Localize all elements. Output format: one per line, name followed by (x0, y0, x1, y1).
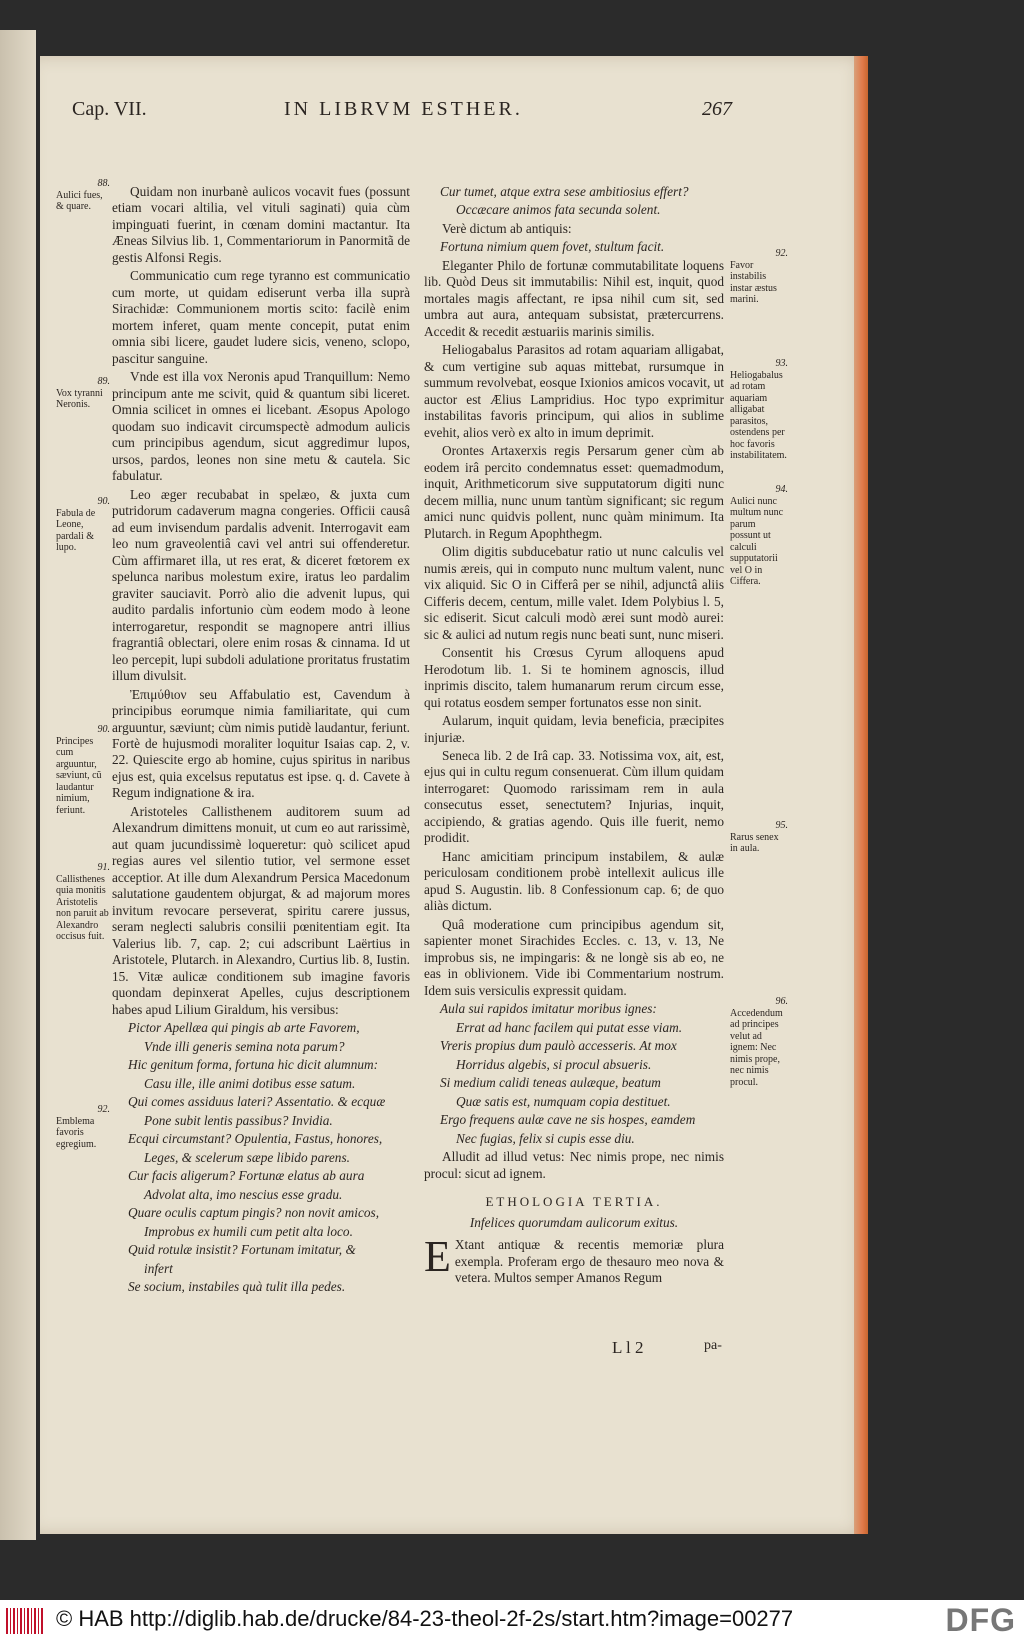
verse-line: Leges, & scelerum sæpe libido parens. (144, 1149, 350, 1165)
paragraph: Aularum, inquit quidam, levia beneficia, præcipites injuriæ. (424, 713, 724, 745)
section-subheading: Infelices quorumdam aulicorum exitus. (469, 1214, 679, 1230)
page-number: 267 (702, 98, 732, 120)
signature-mark: L l 2 (612, 1338, 644, 1357)
paragraph: Seneca lib. 2 de Irâ cap. 33. Notissima vox, ait, est, ejus qui in cultu regum consenuerat. Cùm illum quidam interrogaret: Quomodo rarissimam rem in aula consecutus esset, senectutem? Injurias, inquit, accipiendo, & gratias agendo. Quis ille fuerit, nemo prodidit. (424, 747, 724, 846)
paragraph: Aristoteles Callisthenem auditorem suum ad Alexandrum dimittens monuit, ut cum eo aut rarissimè, aut quam jucundissimè loqueretur: quò scilicet apud regias aures vel silentio tutior, vel sermone esset acceptior. At ille dum Alexandrum Persica Macedonum salutatione gaudentem objurgat, & ad majorum mores invitum revocare perseverat, spiritu carere jussus, seram neglecti salubris consilii pœnitentiam egit. Ita Valerius lib. 7, cap. 2; cui adscribunt Laërtius in Aristotele, Plutarch. in Alexandro, Curtius lib. 8, Iustin. 15. Vitæ aulicæ conditionem sub imagine favoris quondam depinxerat Apelles, cujus descriptionem habes apud Lilium Giraldum, his versibus: (112, 803, 410, 1017)
verse-line: infert (144, 1260, 173, 1276)
verse-line: Improbus ex humili cum petit alta loco. (144, 1223, 353, 1239)
margin-note-text: Aulici nunc multum nunc parum possunt ut calculi supputatorii vel O in Ciffera. (730, 495, 784, 587)
verse-line: Aula sui rapidos imitatur moribus ignes: (440, 1001, 657, 1017)
verse-line: Si medium calidi teneas aulæque, beatum (440, 1075, 661, 1091)
left-page-margin-fragments (0, 210, 34, 1410)
paragraph: Consentit his Crœsus Cyrum alloquens apud Herodotum lib. 1. Si te hominem agnoscis, illud inprimis discito, talem humanarum rerum circum esse, qui rotatus eosdem semper fortunatos esse non sinit. (424, 645, 724, 710)
paragraph: Verè dictum ab antiquis: (442, 220, 572, 236)
verse-line: Cur facis aligerum? Fortunæ elatus ab aura (128, 1168, 365, 1184)
margin-note-number: 94. (775, 484, 788, 495)
verse-line: Vnde illi generis semina nota parum? (144, 1038, 345, 1054)
margin-note-number: 93. (775, 358, 788, 369)
verse-line: Advolat alta, imo nescius esse gradu. (144, 1186, 343, 1202)
margin-note-right (730, 820, 788, 855)
verse-line: Quare oculis captum pingis? non novit amicos, (128, 1205, 380, 1221)
paragraph: Vnde est illa vox Neronis apud Tranquillum: Nemo principum ante me scivit, quid & quantum sibi liceret. Omnia scilicet in omnes ei licebant. Æsopus Apologo quodam suo indicavit circumspectè admodum aulicis cum principibus agendum, sicut aggredimur lupos, ursos, pardos, leones non sine metu & cautela. Sic fabulatur. (112, 369, 410, 484)
section-heading: ETHOLOGIA TERTIA. (485, 1194, 663, 1210)
paragraph: Quidam non inurbanè aulicos vocavit fues (possunt etiam vocari altilia, vel vituli saginati) quia cùm impinguati fuerint, in cœnam domini mactantur. Ita Æneas Silvius lib. 1, Commentariorum in Panormitã de gestis Alfonsi Regis. (112, 184, 410, 265)
margin-note-number: 96. (775, 996, 788, 1007)
verse-line: Ecqui circumstant? Opulentia, Fastus, honores, (128, 1131, 383, 1147)
margin-note-number: 92. (775, 248, 788, 259)
margin-note-text: Rarus senex in aula. (730, 831, 779, 854)
paragraph: Eleganter Philo de fortunæ commutabilitate loquens lib. Quòd Deus sit immutabilis: Nihil est, inquit, quod mortales magis affectant, re ipsa nihil cum sit, sed umbra aut aura, antequam subsistat, prætercurrens. Accedit & recedit æstuariis marinis similis. (424, 257, 724, 339)
verse-line: Horridus algebis, si procul absueris. (456, 1056, 652, 1072)
verse-line: Qui comes assiduus lateri? Assentatio. & ecquæ (128, 1094, 386, 1110)
paragraph: Quâ moderatione cum principibus agendum sit, sapienter monet Sirachides Eccles. c. 13, v. 13, Ne improbus sis, ne impingaris: & ne longè sis ab eo, ne eas in oblivionem. Vide ibi Commentarium nostrum. Idem suis versiculis expressit quidam. (424, 916, 724, 998)
verse-line: Quæ satis est, numquam copia destituet. (456, 1093, 671, 1109)
verse-line: Errat ad hanc facilem qui putat esse viam. (456, 1019, 683, 1035)
margin-note-text: Aulici fues, & quare. (56, 189, 103, 212)
running-title: IN LIBRVM ESTHER. (284, 98, 523, 120)
margin-note-number: 89. (97, 376, 110, 387)
margin-note-left (56, 1104, 110, 1150)
verse-line: Se socium, instabiles quà tulit illa pedes. (128, 1279, 346, 1294)
text-column-left (112, 184, 410, 1297)
margin-note-left (56, 496, 110, 554)
margin-note-text: Fabula de Leone, pardali & lupo. (56, 507, 96, 553)
margin-note-text: Callisthenes quia monitis Aristotelis non paruit ab Alexandro occisus fuit. (56, 873, 109, 942)
margin-note-number: 90. (97, 496, 110, 507)
catchword: pa- (704, 1338, 722, 1353)
paragraph: Olim digitis subducebatur ratio ut nunc calculis vel numis æreis, qui in computo nunc multum valent, nunc vix aliquid. Sic O in Cifferâ per se nihil, adjunctâ aliis Cifferis decem, centum, mille valet. Idem Polybius l. 5, sic ediserit. Sicut calculi modò ærei sunt modò aurei: sic & aulici ad nutum regis nunc beati sunt, nunc miseri. (424, 544, 724, 642)
margin-note-left (56, 862, 110, 943)
margin-note-number: 90. (97, 724, 110, 735)
paragraph (424, 1232, 724, 1286)
paragraph: Alludit ad illud vetus: Nec nimis prope, nec nimis procul: sicut ad ignem. (424, 1149, 724, 1181)
margin-note-right (730, 358, 788, 462)
quote-line: Fortuna nimium quem fovet, stultum facit. (440, 239, 665, 255)
margin-note-text: Favor instabilis instar æstus marini. (730, 259, 777, 305)
left-page-edge (0, 30, 36, 1540)
running-header (72, 98, 732, 128)
verse-line: Nec fugias, felix si cupis esse diu. (456, 1130, 635, 1146)
paragraph: Ἐπιμύθιον seu Affabulatio est, Cavendum à principibus eorumque nimia familiaritate, qui cum arguuntur, sæviunt; cùm nimis putidè laudantur, feriunt. Fortè de hujusmodi moraliter loquitur Isaias cap. 2, v. 22. Quiescite ergo ab homine, cujus spiritus in naribus ejus est, quia excelsus reputatus est ipse. q. d. Cavete à Regum indignatione & ira. (112, 686, 410, 801)
margin-note-number: 91. (97, 862, 110, 873)
verse-line: Hic genitum forma, fortuna hic dicit alumnum: (128, 1057, 379, 1073)
margin-note-left (56, 376, 110, 411)
margin-note-number: 95. (775, 820, 788, 831)
paragraph-text: Xtant antiquæ & recentis memoriæ plura exempla. Proferam ergo de thesauro meo nova & vetera. Multos semper Amanos Regum (454, 1237, 724, 1286)
verse-line: Quid rotulæ insistit? Fortunam imitatur, & (128, 1242, 356, 1258)
text-column-right (424, 184, 724, 1289)
page-fore-edge (854, 56, 868, 1534)
paragraph: Leo æger recubabat in spelæo, & juxta cum putridorum cadaverum magna congeries. Officii causâ ad eum invisendum pardalis advenit. Interrogavit eam leo num graveolentiâ cavi vel antri sui offenderetur. Cùm affirmaret illa, ut res erat, & diceret fœtorem ex spelunca naribus molestum exire, iratus leo pardalim graviter sauciavit. Porrò alio die advenit lupus, qui audito pardalis infortunio cùm eodem modo à leone interrogaretur, respondit se magnopere antri illius fragrantiâ oblectari, olere enim rosas & cinnama. Id ut leo percepit, lupi subdoli adulatione proritatus frustatim illum divulsit. (112, 486, 410, 684)
barcode-icon (6, 1608, 44, 1634)
margin-note-text: Emblema favoris egregium. (56, 1115, 97, 1150)
footer-url[interactable]: © HAB http://diglib.hab.de/drucke/84-23-theol-2f-2s/start.htm?image=00277 (56, 1606, 794, 1631)
footer-bar (0, 1600, 1024, 1640)
margin-note-number: 88. (97, 178, 110, 189)
dfg-logo: DFG (945, 1602, 1016, 1638)
paragraph: Hanc amicitiam principum instabilem, & aulæ periculosam conditionem probè intellexit aulicus ille apud S. Augustin. lib. 8 Confessionum cap. 6; de quo aliàs dictum. (424, 848, 724, 914)
chapter-label: Cap. VII. (72, 98, 147, 120)
margin-note-text: Vox tyranni Neronis. (56, 387, 103, 410)
drop-cap: E (424, 1232, 451, 1282)
verse-line: Occæcare animos fata secunda solent. (456, 202, 661, 218)
margin-note-text: Heliogabalus ad rotam aquariam alligabat parasitos, ostendens per hoc favoris instabilitatem. (730, 369, 787, 461)
paragraph: Heliogabalus Parasitos ad rotam aquariam alligabat, & cum vertigine sub aquas mittebat, rursumque in summum revolvebat, eosque Ixionios amicos vocavit, ut auctor est Ælius Lampridius. Hoc typo exprimitur instabilitas favoris principum, qui alios in sublime evehit, alios verò ex alto in imum deprimit. (424, 342, 724, 440)
verse-line: Pone subit lentis passibus? Invidia. (144, 1112, 333, 1128)
verse-line: Cur tumet, atque extra sese ambitiosius effert? (440, 184, 689, 199)
margin-note-left (56, 178, 110, 213)
margin-note-right (730, 484, 788, 588)
margin-note-right (730, 248, 788, 306)
paragraph: Communicatio cum rege tyranno est communicatio cum morte, ut quidam ediserunt verba illa suprà Sirachidæ: Communionem mortis scito: facilè enim mortem inferet, quam mente concepit, putat enim omnia sibi licere, gaudet ludere sicis, veneno, sclopo, pascitur sanguine. (112, 268, 410, 366)
margin-note-left (56, 724, 110, 816)
margin-note-text: Accedendum ad principes velut ad ignem: Nec nimis prope, nec nimis procul. (730, 1007, 783, 1088)
margin-note-text: Principes cum arguuntur, sæviunt, cũ laudantur nimium, feriunt. (56, 735, 102, 816)
verse-line: Ergo frequens aulæ cave ne sis hospes, eamdem (440, 1112, 696, 1128)
verse-line: Pictor Apellæa qui pingis ab arte Favorem, (128, 1020, 360, 1036)
margin-note-number: 92. (97, 1104, 110, 1115)
verse-line: Vreris propius dum paulò accesseris. At mox (440, 1038, 677, 1054)
verse-line: Casu ille, ille animi dotibus esse satum. (144, 1075, 356, 1091)
paragraph: Orontes Artaxerxis regis Persarum gener cùm ab eodem irâ percito condemnatus esset: quemadmodum, inquit, Arithmeticorum sive supputatorum digiti nunc decem millia, nunc unum tantùm significant; sic regum amici nunc quidvis pollent, nunc quàm minimum. Ita Plutarch. in Regum Apophthegm. (424, 443, 724, 541)
margin-note-right (730, 996, 788, 1088)
